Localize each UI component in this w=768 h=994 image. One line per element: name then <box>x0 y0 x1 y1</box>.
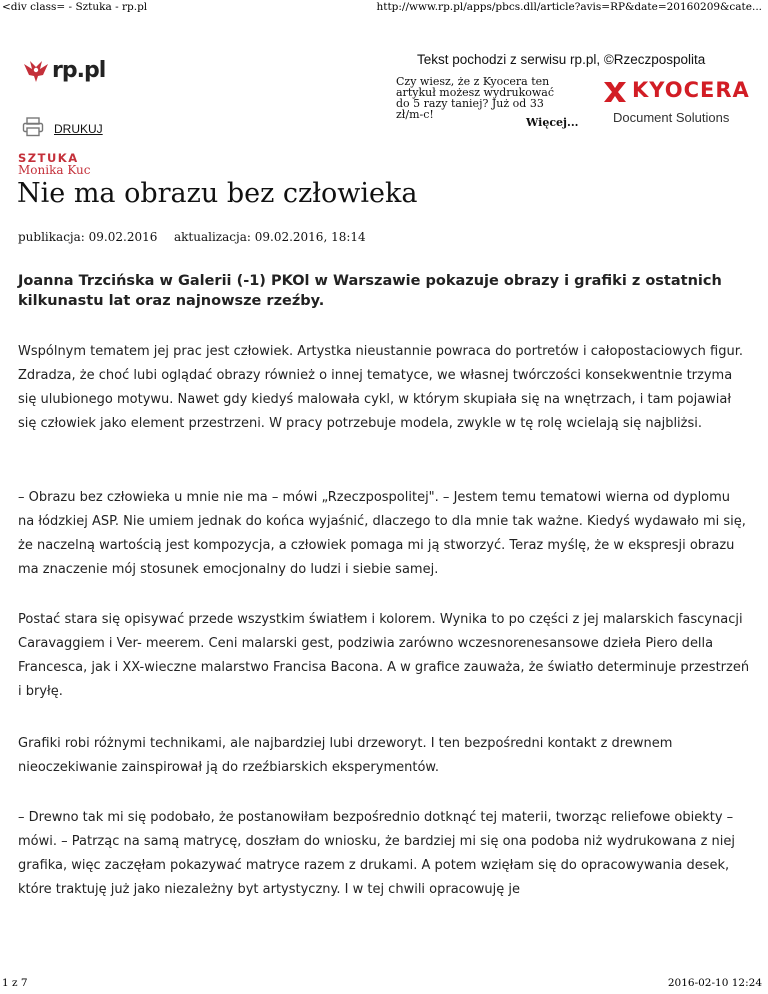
article-lead: Joanna Trzcińska w Galerii (-1) PKOl w Warszawie pokazuje obrazy i grafiki z ostatnich kilkunastu lat oraz najnowsze rzeźby. <box>18 273 722 309</box>
print-header-url: http://www.rp.pl/apps/pbcs.dll/article?avis=RP&date=20160209&cate... <box>376 1 762 13</box>
author-name: Monika Kuc <box>18 163 91 177</box>
article-paragraph-3: Postać stara się opisywać przede wszystkim światłem i kolorem. Wynika to po części z jej malarskich fascynacji Caravaggiem i Ver- meerem. Ceni malarski gest, podziwia zarówno wczesnorenesansowe dzieła Piero della Francesca, jak i XX-wieczne malarstwo Francisa Bacona. A w grafice zauważa, że światło determinuje przestrzeń i bryłę. <box>18 612 750 699</box>
article-paragraph-4: Grafiki robi różnymi technikami, ale najbardziej lubi drzeworyt. I ten bezpośredni kontakt z drewnem nieoczekiwanie zainspirował ją do rzeźbiarskich eksperymentów. <box>18 736 673 775</box>
kyocera-ad[interactable] <box>396 76 758 132</box>
print-datetime: 2016-02-10 12:24 <box>667 977 762 989</box>
ad-text: Czy wiesz, że z Kyocera ten artykuł możesz wydrukować do 5 razy taniej? Już od 33 zł/m-c! <box>396 75 554 121</box>
rp-logo-link[interactable] <box>22 58 106 86</box>
print-header-title: <div class= - Sztuka - rp.pl <box>2 1 148 13</box>
kyocera-mark-icon <box>602 80 628 108</box>
page-number: 1 z 7 <box>2 977 28 989</box>
article-paragraph-5: – Drewno tak mi się podobało, że postanowiłam bezpośrednio dotknąć tej materii, tworząc reliefowe obiekty – mówi. – Patrząc na samą matrycę, doszłam do wniosku, że bardziej mi się ona podoba niż wydrukowana z niej grafika, więc zaczęłam pokazywać matryce razem z drukami. A potem wzięłam się do opracowywania desek, które traktuję już jako niezależny byt artystyczny. I w tej chwili opracowuję je <box>18 810 735 897</box>
publication-date: publikacja: 09.02.2016 <box>18 230 158 244</box>
article-paragraph-1: Wspólnym tematem jej prac jest człowiek. Artystka nieustannie powraca do portretów i całopostaciowych figur. Zdradza, że choć lubi oglądać obrazy również o innej tematyce, we własnej twórczości konsekwentnie trzyma się ulubionego motywu. Nawet gdy kiedyś malowała cykl, w którym skupiała się na wnętrzach, i tam pojawiał się człowiek jako element przestrzeni. W pracy potrzebuje modela, zwykle w tę rolę wcielają się najbliżsi. <box>18 344 744 431</box>
section-label: SZTUKA <box>18 151 79 165</box>
kyocera-subtitle: Document Solutions <box>613 110 730 125</box>
kyocera-brand: KYOCERA <box>632 78 750 102</box>
article-paragraph-2: – Obrazu bez człowieka u mnie nie ma – mówi „Rzeczpospolitej". – Jestem temu tematowi wierna od dyplomu na łódzkiej ASP. Nie umiem jednak do końca wyjaśnić, dlaczego to dla mnie tak ważne. Kiedyś wydawało mi się, że naczelną wartością jest kompozycja, a człowiek pomaga mi ją stworzyć. Teraz myślę, że w ekspresji obrazu ma znaczenie mój stosunek emocjonalny do ludzi i siebie samej. <box>18 490 746 577</box>
print-label: DRUKUJ <box>54 122 103 136</box>
eagle-logo-icon <box>22 58 50 84</box>
logo-text: rp.pl <box>52 58 106 83</box>
article-title: Nie ma obrazu bez człowieka <box>17 178 418 209</box>
ad-more-link[interactable]: Więcej... <box>526 116 579 129</box>
update-date: aktualizacja: 09.02.2016, 18:14 <box>174 230 366 244</box>
source-note: Tekst pochodzi z serwisu rp.pl, ©Rzeczpospolita <box>417 52 706 67</box>
print-header <box>0 0 768 16</box>
